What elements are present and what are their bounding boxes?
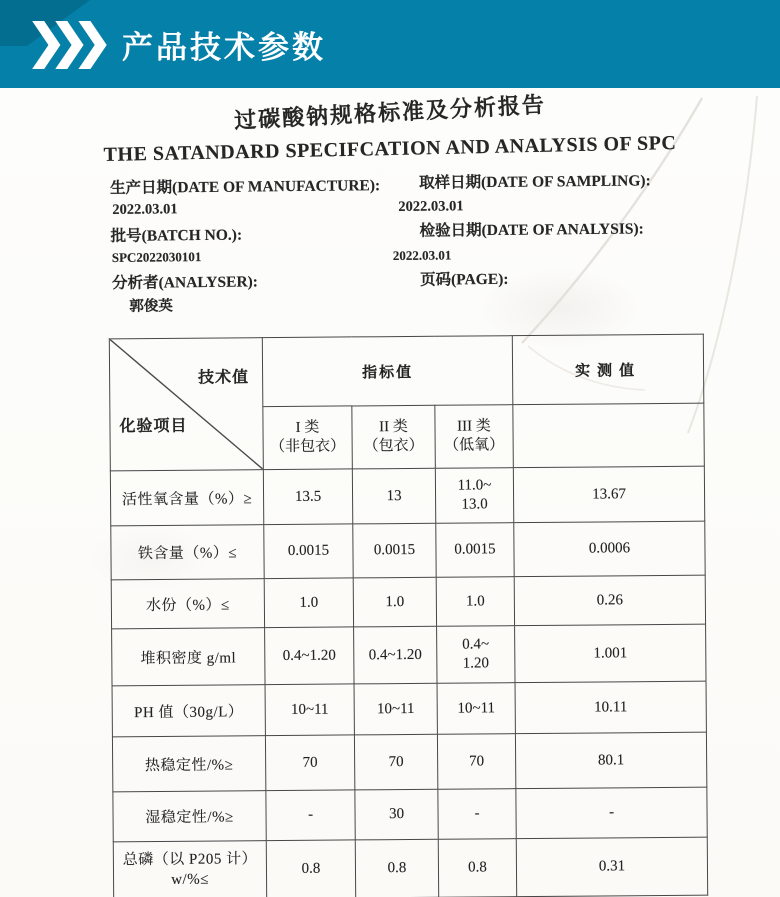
batch-no-label: 批号(BATCH NO.): [110,226,243,245]
value-measured: - [516,787,707,838]
value-class-2: 0.8 [355,839,438,897]
value-class-2: 13 [352,468,435,524]
row-item-label: 活性氧含量（%）≥ [110,470,263,526]
table-row-moisture [111,575,705,629]
value-class-2: 0.0015 [353,523,436,578]
value-measured: 0.31 [516,837,707,896]
value-class-2: 10~11 [354,683,437,735]
value-measured: 10.11 [515,681,706,733]
corner-label-tech-value: 技术值 [198,369,250,387]
table-row-ph [112,681,706,737]
group-header-index-value: 指标值 [262,336,513,407]
subheader-class-2: II 类 （包衣） [352,405,435,469]
scanned-document [0,88,780,897]
value-class-1: - [266,790,355,841]
table-row-thermal-stability [112,732,706,792]
diagonal-header-cell [109,338,263,471]
value-class-3: 1.0 [436,577,514,627]
table-header-row-1 [109,334,704,408]
value-class-2: 30 [355,789,438,840]
diagonal-line [110,338,263,470]
sampling-date-value: 2022.03.01 [398,198,464,215]
triple-chevron-right-icon [26,21,112,69]
batch-no-value: SPC2022030101 [111,249,202,265]
analysis-date-label: 检验日期(DATE OF ANALYSIS): [419,220,644,240]
table-row-total-phosphorus [113,837,707,897]
header-measured-value: 实测值 [512,334,704,404]
value-class-1: 10~11 [265,684,354,736]
document-title-en: THE SATANDARD SPECIFCATION AND ANALYSIS OF SPC [103,132,677,166]
value-measured: 80.1 [515,732,706,788]
section-title: 产品技术参数 [122,29,326,65]
row-item-label: 堆积密度 g/ml [112,628,265,686]
analyser-value: 郭俊英 [129,298,173,315]
section-banner [0,0,780,88]
table-row-iron-content [111,521,705,580]
table-row-active-oxygen [110,466,704,526]
value-class-2: 0.4~1.20 [354,626,437,684]
analyser-label: 分析者(ANALYSER): [112,273,259,292]
subheader-measured-empty [513,403,704,467]
value-class-1: 0.8 [266,840,355,897]
value-class-1: 0.4~1.20 [265,627,354,685]
table-row-humidity-stability [113,787,707,842]
value-class-3: 0.8 [438,839,516,897]
corner-label-test-item: 化验项目 [119,417,188,436]
row-item-label: 热稳定性/%≥ [112,736,265,792]
value-class-1: 13.5 [263,469,352,525]
value-class-3: - [438,789,516,840]
row-item-label: 总磷（以 P205 计） w/%≤ [113,841,266,897]
document-title-cn: 过碳酸钠规格标准及分析报告 [233,91,547,134]
value-class-1: 70 [265,735,354,791]
value-measured: 0.26 [514,575,705,625]
mfg-date-label: 生产日期(DATE OF MANUFACTURE): [110,177,381,197]
value-measured: 0.0006 [514,521,705,576]
sampling-date-label: 取样日期(DATE OF SAMPLING): [418,172,651,192]
row-item-label: 铁含量（%）≤ [111,525,264,580]
analysis-date-value: 2022.03.01 [392,247,452,264]
row-item-label: 湿稳定性/%≥ [113,791,266,842]
value-class-3: 11.0~ 13.0 [435,468,513,524]
value-measured: 13.67 [513,466,704,522]
value-class-1: 0.0015 [264,524,353,579]
value-class-3: 10~11 [437,683,515,735]
row-item-label: PH 值（30g/L） [112,685,265,737]
table-row-bulk-density [112,624,706,686]
subheader-class-3: III 类 （低氧） [435,405,513,469]
page-label: 页码(PAGE): [419,270,509,289]
value-class-1: 1.0 [264,578,353,628]
value-class-3: 70 [437,734,515,790]
mfg-date-value: 2022.03.01 [112,201,178,218]
spec-table [109,334,708,897]
row-item-label: 水份（%）≤ [111,579,264,629]
subheader-class-1: I 类 （非包衣） [263,406,352,470]
value-class-2: 1.0 [353,577,436,627]
value-class-2: 70 [354,734,437,790]
value-measured: 1.001 [515,624,706,682]
document-meta [0,81,780,329]
value-class-3: 0.4~ 1.20 [437,626,515,684]
value-class-3: 0.0015 [436,523,514,578]
